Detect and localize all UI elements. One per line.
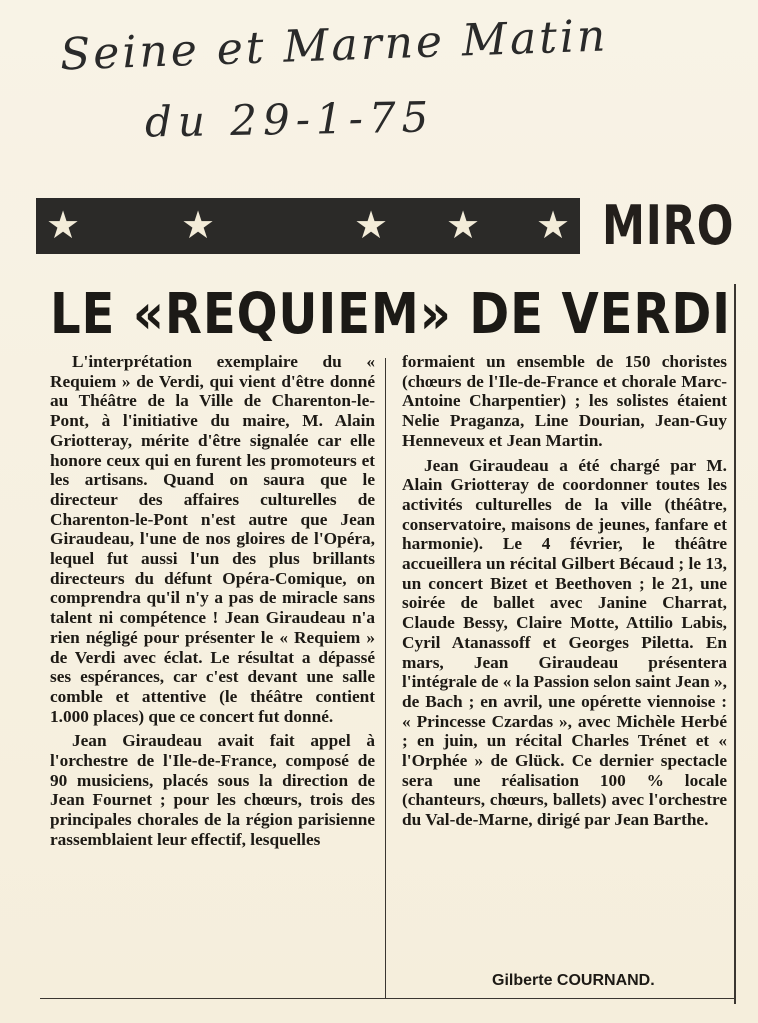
- handwritten-annotation: [50, 10, 710, 180]
- star-icon: ★: [536, 203, 571, 247]
- star-icon: ★: [46, 203, 81, 247]
- section-title: MIRO: [602, 194, 735, 257]
- author-byline: Gilberte COURNAND.: [492, 972, 655, 989]
- handwritten-source: Seine et Marne Matin: [59, 10, 610, 81]
- column-rule-right: [734, 284, 736, 1004]
- article-paragraph: Jean Giraudeau a été chargé par M. Alain Griotteray de coordonner toutes les activités culturelles de la ville (théâtre, conservatoire, maisons de jeunes, fanfare et harmonie). Le 4 février, le théâtre accueillera un récital Gilbert Bécaud ; le 13, un concert Bizet et Beethoven ; le 21, une soirée de ballet avec Janine Charrat, Claude Bessy, Claire Motte, Attilio Labis, Cyril Atanassoff et Georges Piletta. En mars, Jean Giraudeau présentera l'intégrale de « la Passion selon saint Jean », de Bach ; en avril, une opérette viennoise : « Princesse Czardas », avec Michèle Herbé ; en juin, un récital Charles Trénet et « l'Orphée » de Glück. Ce dernier spectacle sera une réalisation 100 % locale (chanteurs, chœurs, ballets) avec l'orchestre du Val-de-Marne, dirigé par Jean Barthe.: [402, 455, 727, 830]
- article-paragraph: formaient un ensemble de 150 choristes (chœurs de l'Ile-de-France et chorale Marc-Antoine Charpentier) ; les solistes étaient Nelie Praganza, Line Dourian, Jean-Guy Henneveux et Jean Martin.: [402, 352, 727, 450]
- star-icon: ★: [181, 203, 216, 247]
- article-column-left: [50, 352, 375, 850]
- article-paragraph: Jean Giraudeau avait fait appel à l'orchestre de l'Ile-de-France, composé de 90 musiciens, placés sous la direction de Jean Fournet ; pour les chœurs, trois des principales chorales de la région parisienne rassemblaient leur effectif, lesquelles: [50, 731, 375, 849]
- star-icon: ★: [354, 203, 389, 247]
- handwritten-date: du 29-1-75: [144, 92, 435, 147]
- bottom-rule: [40, 998, 734, 999]
- star-banner: [36, 198, 580, 254]
- column-rule-middle: [385, 358, 386, 998]
- article-headline: LE «REQUIEM» DE VERDI: [50, 282, 731, 347]
- article-column-right: [402, 352, 727, 830]
- star-icon: ★: [446, 203, 481, 247]
- article-paragraph: L'interprétation exemplaire du « Requiem » de Verdi, qui vient d'être donné au Théâtre de la Ville de Charenton-le-Pont, à l'initiative du maire, M. Alain Griotteray, mérite d'être signalée car elle honore ceux qui en furent les promoteurs et les artisans. Quand on saura que le directeur des affaires culturelles de Charenton-le-Pont n'est autre que Jean Giraudeau, l'une de nos gloires de l'Opéra, lequel fut aussi l'un des plus brillants directeurs du défunt Opéra-Comique, on comprendra qu'il n'y a pas de miracle sans talent ni compétence ! Jean Giraudeau n'a rien négligé pour présenter le « Requiem » de Verdi avec éclat. Le résultat a dépassé ses espérances, car c'est devant une salle comble et attentive (le théâtre contient 1.000 places) que ce concert fut donné.: [50, 352, 375, 726]
